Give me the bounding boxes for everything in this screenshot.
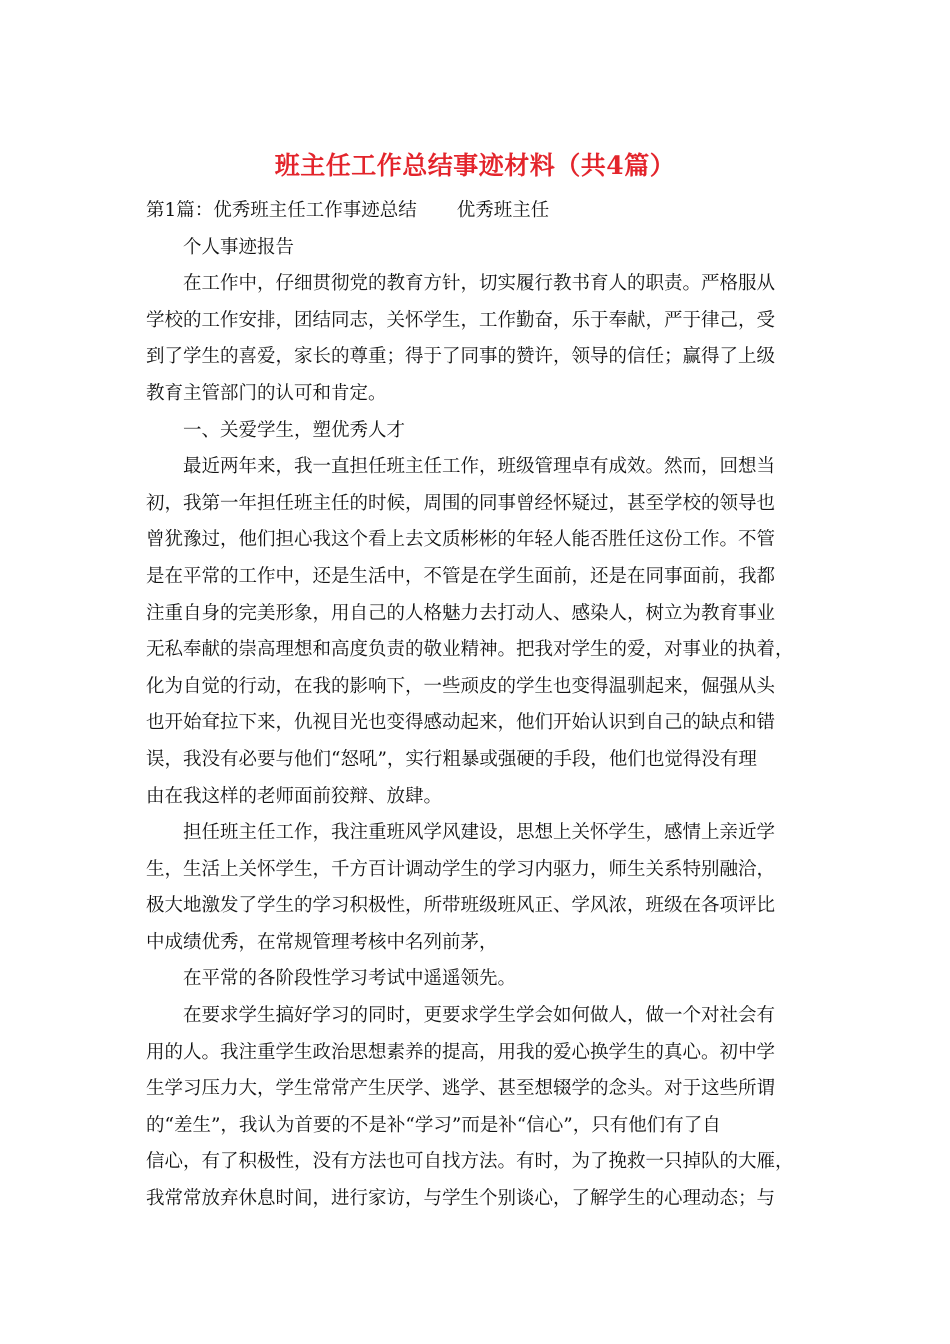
- text-line: 生，生活上关怀学生，千方百计调动学生的学习内驱力，师生关系特别融洽，: [146, 858, 776, 880]
- text-line: 在工作中，仔细贯彻党的教育方针，切实履行教书育人的职责。严格服从: [183, 273, 776, 295]
- text-line: 担任班主任工作，我注重班风学风建设，思想上关怀学生，感情上亲近学: [183, 822, 776, 844]
- text-line: 学校的工作安排，团结同志，关怀学生，工作勤奋，乐于奉献，严于律己，受: [146, 309, 776, 331]
- text-line: 在要求学生搞好学习的同时，更要求学生学会如何做人，做一个对社会有: [183, 1005, 776, 1027]
- text-line: 中成绩优秀，在常规管理考核中名列前茅，: [146, 931, 498, 953]
- text-line: 无私奉献的崇高理想和高度负责的敬业精神。把我对学生的爱，对事业的执着，: [146, 639, 794, 661]
- chapter-heading: [146, 193, 806, 230]
- text-line: 生学习压力大，学生常常产生厌学、逃学、甚至想辍学的念头。对于这些所谓: [146, 1078, 776, 1100]
- text-line: 极大地激发了学生的学习积极性，所带班级班风正、学风浓，班级在各项评比: [146, 895, 776, 917]
- text-line: 是在平常的工作中，还是生活中，不管是在学生面前，还是在同事面前，我都: [146, 565, 776, 587]
- text-line: 曾犹豫过，他们担心我这个看上去文质彬彬的年轻人能否胜任这份工作。不管: [146, 529, 776, 551]
- chapter-heading-part2: 优秀班主任: [456, 200, 550, 221]
- text-line: 的“差生”，我认为首要的不是补“学习”而是补“信心”，只有他们有了自: [146, 1114, 721, 1136]
- text-line: 最近两年来，我一直担任班主任工作，班级管理卓有成效。然而，回想当: [183, 456, 776, 478]
- text-line: 误，我没有必要与他们“怒吼”，实行粗暴或强硬的手段，他们也觉得没有理: [146, 748, 757, 770]
- document-body: [146, 193, 806, 1218]
- text-line: 教育主管部门的认可和肯定。: [146, 382, 387, 404]
- text-line: 化为自觉的行动，在我的影响下，一些顽皮的学生也变得温驯起来，倔强从头: [146, 675, 776, 697]
- text-line: 我常常放弃休息时间，进行家访，与学生个别谈心，了解学生的心理动态；与: [146, 1188, 776, 1210]
- text-line: 到了学生的喜爱，家长的尊重；得于了同事的赞许，领导的信任；赢得了上级: [146, 346, 776, 368]
- text-line: 由在我这样的老师面前狡辩、放肆。: [146, 785, 443, 807]
- text-line: 初，我第一年担任班主任的时候，周围的同事曾经怀疑过，甚至学校的领导也: [146, 492, 776, 514]
- chapter-heading-part1: 第1篇：优秀班主任工作事迹总结: [146, 200, 417, 221]
- text-line: 信心，有了积极性，没有方法也可自找方法。有时，为了挽救一只掉队的大雁，: [146, 1151, 794, 1173]
- section-heading: 一、关爱学生，塑优秀人才: [183, 419, 406, 441]
- text-line: 注重自身的完美形象，用自己的人格魅力去打动人、感染人，树立为教育事业: [146, 602, 776, 624]
- text-line: 个人事迹报告: [183, 236, 295, 258]
- text-line: 也开始耷拉下来，仇视目光也变得感动起来，他们开始认识到自己的缺点和错: [146, 712, 776, 734]
- document-title: 班主任工作总结事迹材料（共4篇）: [274, 151, 676, 180]
- text-line: 在平常的各阶段性学习考试中遥遥领先。: [183, 968, 517, 990]
- text-line: 用的人。我注重学生政治思想素养的提高，用我的爱心换学生的真心。初中学: [146, 1041, 776, 1063]
